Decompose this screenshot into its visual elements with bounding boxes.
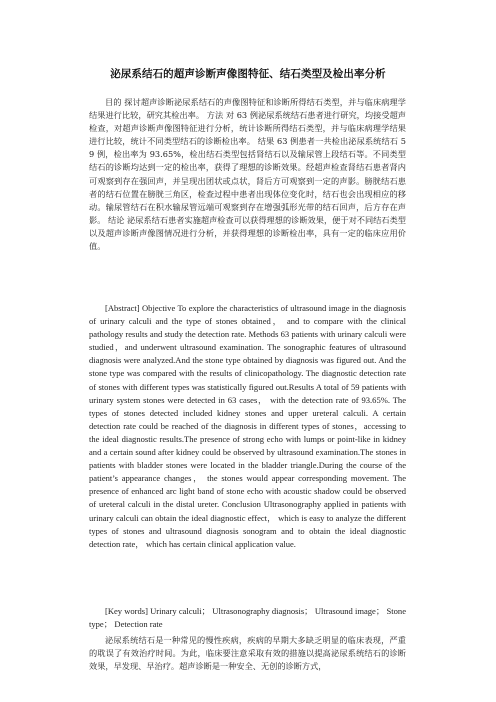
keywords: [Key words] Urinary calculi； Ultrasonography diagnosis； Ultrasound image； Stone type； Detection rate: [89, 606, 406, 630]
body-intro-paragraph: 泌尿系统结石是一种常见的慢性疾病，疾病的早期大多缺乏明显的临床表现，严重的耽误了有效治疗时间。为此，临床要注意采取有效的措施以提高泌尿系统结石的诊断效果，早发现、早治疗。超声诊断是一种安全、无创的诊断方式，: [89, 635, 406, 672]
english-abstract: [Abstract] Objective To explore the characteristics of ultrasound image in the diagnosis of urinary calculi and the type of stones obtained， and to compare with the clinical pathology results and study the detection rate. Methods 63 patients with urinary calculi were studied，and underwent ultrasound examination. The sonographic features of ultrasound diagnosis were analyzed.And the stone type obtained by diagnosis was figured out. And the stone type was compared with the results of clinicopathology. The diagnostic detection rate of stones with different types was statistically figured out.Results A total of 59 patients with urinary system stones were detected in 63 cases， with the detection rate of 93.65%. The types of stones detected included kidney stones and upper ureteral calculi. A certain detection rate could be reached of the diagnosis in different types of stones，accessing to the ideal diagnostic results.The presence of strong echo with lumps or point-like in kidney and a certain sound after kidney could be observed by ultrasound examination.The stones in patients with bladder stones were located in the bladder triangle.During the course of the patient’s appearance changes， the stones would appear corresponding movement. The presence of enhanced arc light band of stone echo with acoustic shadow could be observed of ureteral calculi in the distal ureter. Conclusion Ultrasonography applied in patients with urinary calculi can obtain the ideal diagnostic effect， which is easy to analyze the different types of stones and ultrasound diagnosis sonogram and to obtain the ideal diagnostic detection rate， which has certain clinical application value.: [89, 303, 406, 549]
chinese-abstract: 目的 探讨超声诊断泌尿系结石的声像图特征和诊断所得结石类型，并与临床病理学结果进行比较，研究其检出率。 方法 对 63 例泌尿系统结石患者进行研究，均接受超声检查，对超声诊断声像图特征进行分析，统计诊断所得结石类型，并与临床病理学结果进行比较，统计不同类型结石的诊断检出率。 结果 63 例患者一共检出泌尿系统结石 59 例，检出率为 93.65%，检出结石类型包括肾结石以及输尿管上段结石等。不同类型结石的诊断均达到一定的检出率，获得了理想的诊断效果。经超声检查肾结石患者肾内可观察到存在强回声，并呈现出团状或点状，肾后方可观察到一定的声影。膀胱结石患者的结石位置在膀胱三角区，检查过程中患者出现体位变化时，结石也会出现相应的移动。输尿管结石在积水输尿管远端可观察到存在增强弧形光带的结石回声，后方存在声影。 结论 泌尿系结石患者实施超声检查可以获得理想的诊断效果，便于对不同结石类型以及超声诊断声像图情况进行分析，并获得理想的诊断检出率，具有一定的临床应用价值。: [89, 97, 406, 252]
paper-title: 泌尿系结石的超声诊断声像图特征、结石类型及检出率分析: [110, 68, 386, 80]
